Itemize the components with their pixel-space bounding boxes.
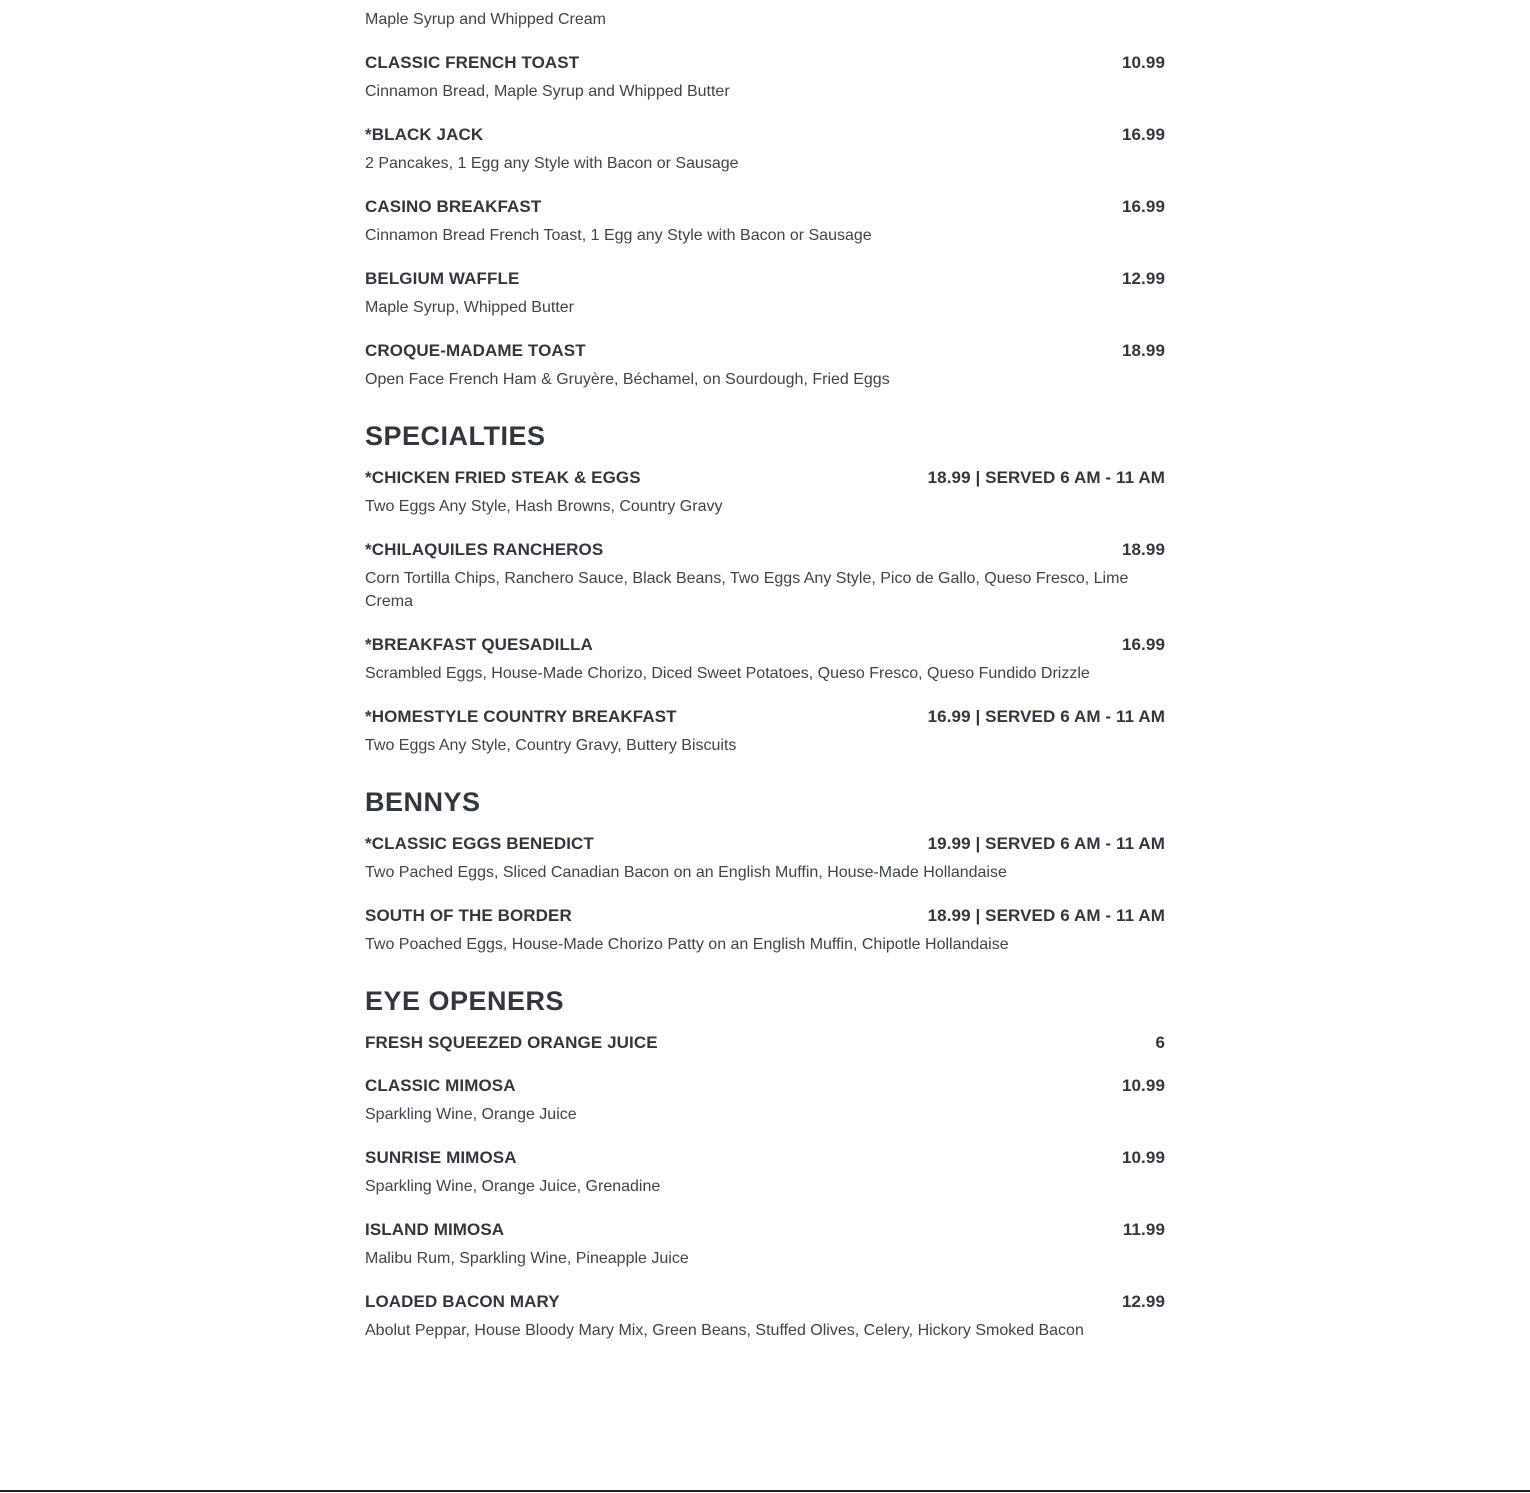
menu-item xyxy=(365,467,1165,518)
menu-item xyxy=(365,905,1165,956)
item-price: 18.99 xyxy=(1121,341,1165,360)
item-name: CASINO BREAKFAST xyxy=(365,197,542,216)
item-header xyxy=(365,268,1165,290)
item-name: *CLASSIC EGGS BENEDICT xyxy=(365,834,594,853)
menu-section xyxy=(365,785,1165,956)
item-price: 11.99 xyxy=(1122,1220,1165,1239)
item-header xyxy=(365,1291,1165,1313)
item-name: *BLACK JACK xyxy=(365,125,484,144)
item-name: *CHICKEN FRIED STEAK & EGGS xyxy=(365,468,641,487)
menu-item xyxy=(365,634,1165,685)
item-header xyxy=(365,124,1165,146)
section-title: SPECIALTIES xyxy=(365,421,546,451)
section-title: EYE OPENERS xyxy=(365,986,565,1016)
menu-section xyxy=(365,984,1165,1342)
menu-item xyxy=(365,1219,1165,1270)
section-title: BENNYS xyxy=(365,787,481,817)
item-price: 18.99 | SERVED 6 AM - 11 AM xyxy=(927,468,1165,487)
item-price: 10.99 xyxy=(1121,1076,1165,1095)
item-description: Open Face French Ham & Gruyère, Béchamel, on Sourdough, Fried Eggs xyxy=(365,371,890,388)
item-price: 10.99 xyxy=(1121,1148,1165,1167)
item-name: *CHILAQUILES RANCHEROS xyxy=(365,540,604,559)
item-description: Sparkling Wine, Orange Juice, Grenadine xyxy=(365,1178,661,1195)
menu-item xyxy=(365,340,1165,391)
item-price: 16.99 xyxy=(1121,197,1165,216)
item-header xyxy=(365,1219,1165,1241)
menu-item xyxy=(365,1291,1165,1342)
item-name: BELGIUM WAFFLE xyxy=(365,269,520,288)
menu-item xyxy=(365,1075,1165,1126)
item-description: Maple Syrup, Whipped Butter xyxy=(365,299,574,316)
item-name: CLASSIC FRENCH TOAST xyxy=(365,53,580,72)
item-header xyxy=(365,1032,1165,1054)
item-description: Maple Syrup and Whipped Cream xyxy=(365,11,607,28)
item-price: 16.99 | SERVED 6 AM - 11 AM xyxy=(927,707,1165,726)
menu-item xyxy=(365,124,1165,175)
item-price: 10.99 xyxy=(1121,53,1165,72)
item-header xyxy=(365,539,1165,561)
partial-menu-item xyxy=(365,0,1165,42)
item-description: Two Eggs Any Style, Country Gravy, Buttery Biscuits xyxy=(365,737,737,754)
item-name: SOUTH OF THE BORDER xyxy=(365,906,572,925)
item-header xyxy=(365,706,1165,728)
item-name: CLASSIC MIMOSA xyxy=(365,1076,516,1095)
menu-item xyxy=(365,268,1165,319)
item-name: *HOMESTYLE COUNTRY BREAKFAST xyxy=(365,707,677,726)
item-description: Cinnamon Bread French Toast, 1 Egg any Style with Bacon or Sausage xyxy=(365,227,872,244)
menu-item xyxy=(365,196,1165,247)
menu-item xyxy=(365,1147,1165,1198)
item-name: SUNRISE MIMOSA xyxy=(365,1148,517,1167)
item-description: Abolut Peppar, House Bloody Mary Mix, Green Beans, Stuffed Olives, Celery, Hickory Smoked Bacon xyxy=(365,1322,1084,1339)
item-header xyxy=(365,1075,1165,1097)
menu-item xyxy=(365,833,1165,884)
item-price: 12.99 xyxy=(1121,1292,1165,1311)
item-description: Cinnamon Bread, Maple Syrup and Whipped Butter xyxy=(365,83,730,100)
item-price: 18.99 xyxy=(1121,540,1165,559)
item-header xyxy=(365,905,1165,927)
item-name: ISLAND MIMOSA xyxy=(365,1220,505,1239)
item-description: Two Eggs Any Style, Hash Browns, Country Gravy xyxy=(365,498,723,515)
item-header xyxy=(365,1147,1165,1169)
item-price: 18.99 | SERVED 6 AM - 11 AM xyxy=(927,906,1165,925)
menu-groups xyxy=(365,52,1165,1342)
item-description: 2 Pancakes, 1 Egg any Style with Bacon or Sausage xyxy=(365,155,739,172)
item-price: 19.99 | SERVED 6 AM - 11 AM xyxy=(927,834,1165,853)
item-name: CROQUE-MADAME TOAST xyxy=(365,341,586,360)
item-header xyxy=(365,340,1165,362)
item-header xyxy=(365,634,1165,656)
item-name: *BREAKFAST QUESADILLA xyxy=(365,635,593,654)
item-description: Two Pached Eggs, Sliced Canadian Bacon on an English Muffin, House-Made Hollandaise xyxy=(365,864,1007,881)
item-name: LOADED BACON MARY xyxy=(365,1292,560,1311)
item-description: Two Poached Eggs, House-Made Chorizo Patty on an English Muffin, Chipotle Hollandaise xyxy=(365,936,1009,953)
item-price: 6 xyxy=(1155,1033,1165,1052)
item-description: Scrambled Eggs, House-Made Chorizo, Diced Sweet Potatoes, Queso Fresco, Queso Fundido Drizzle xyxy=(365,665,1090,682)
item-price: 16.99 xyxy=(1121,125,1165,144)
menu-content xyxy=(365,0,1165,1342)
item-price: 16.99 xyxy=(1121,635,1165,654)
item-description: Malibu Rum, Sparkling Wine, Pineapple Juice xyxy=(365,1250,689,1267)
item-description: Corn Tortilla Chips, Ranchero Sauce, Black Beans, Two Eggs Any Style, Pico de Gallo, Queso Fresco, Lime Crema xyxy=(365,570,1129,610)
menu-section xyxy=(365,52,1165,391)
item-header xyxy=(365,196,1165,218)
menu-item xyxy=(365,1032,1165,1054)
menu-section xyxy=(365,419,1165,757)
menu-item xyxy=(365,539,1165,613)
menu-item xyxy=(365,706,1165,757)
item-price: 12.99 xyxy=(1121,269,1165,288)
viewport-bottom-divider xyxy=(0,1490,1530,1492)
item-header xyxy=(365,52,1165,74)
item-description: Sparkling Wine, Orange Juice xyxy=(365,1106,577,1123)
item-header xyxy=(365,467,1165,489)
item-name: FRESH SQUEEZED ORANGE JUICE xyxy=(365,1033,658,1052)
item-header xyxy=(365,833,1165,855)
menu-item xyxy=(365,52,1165,103)
